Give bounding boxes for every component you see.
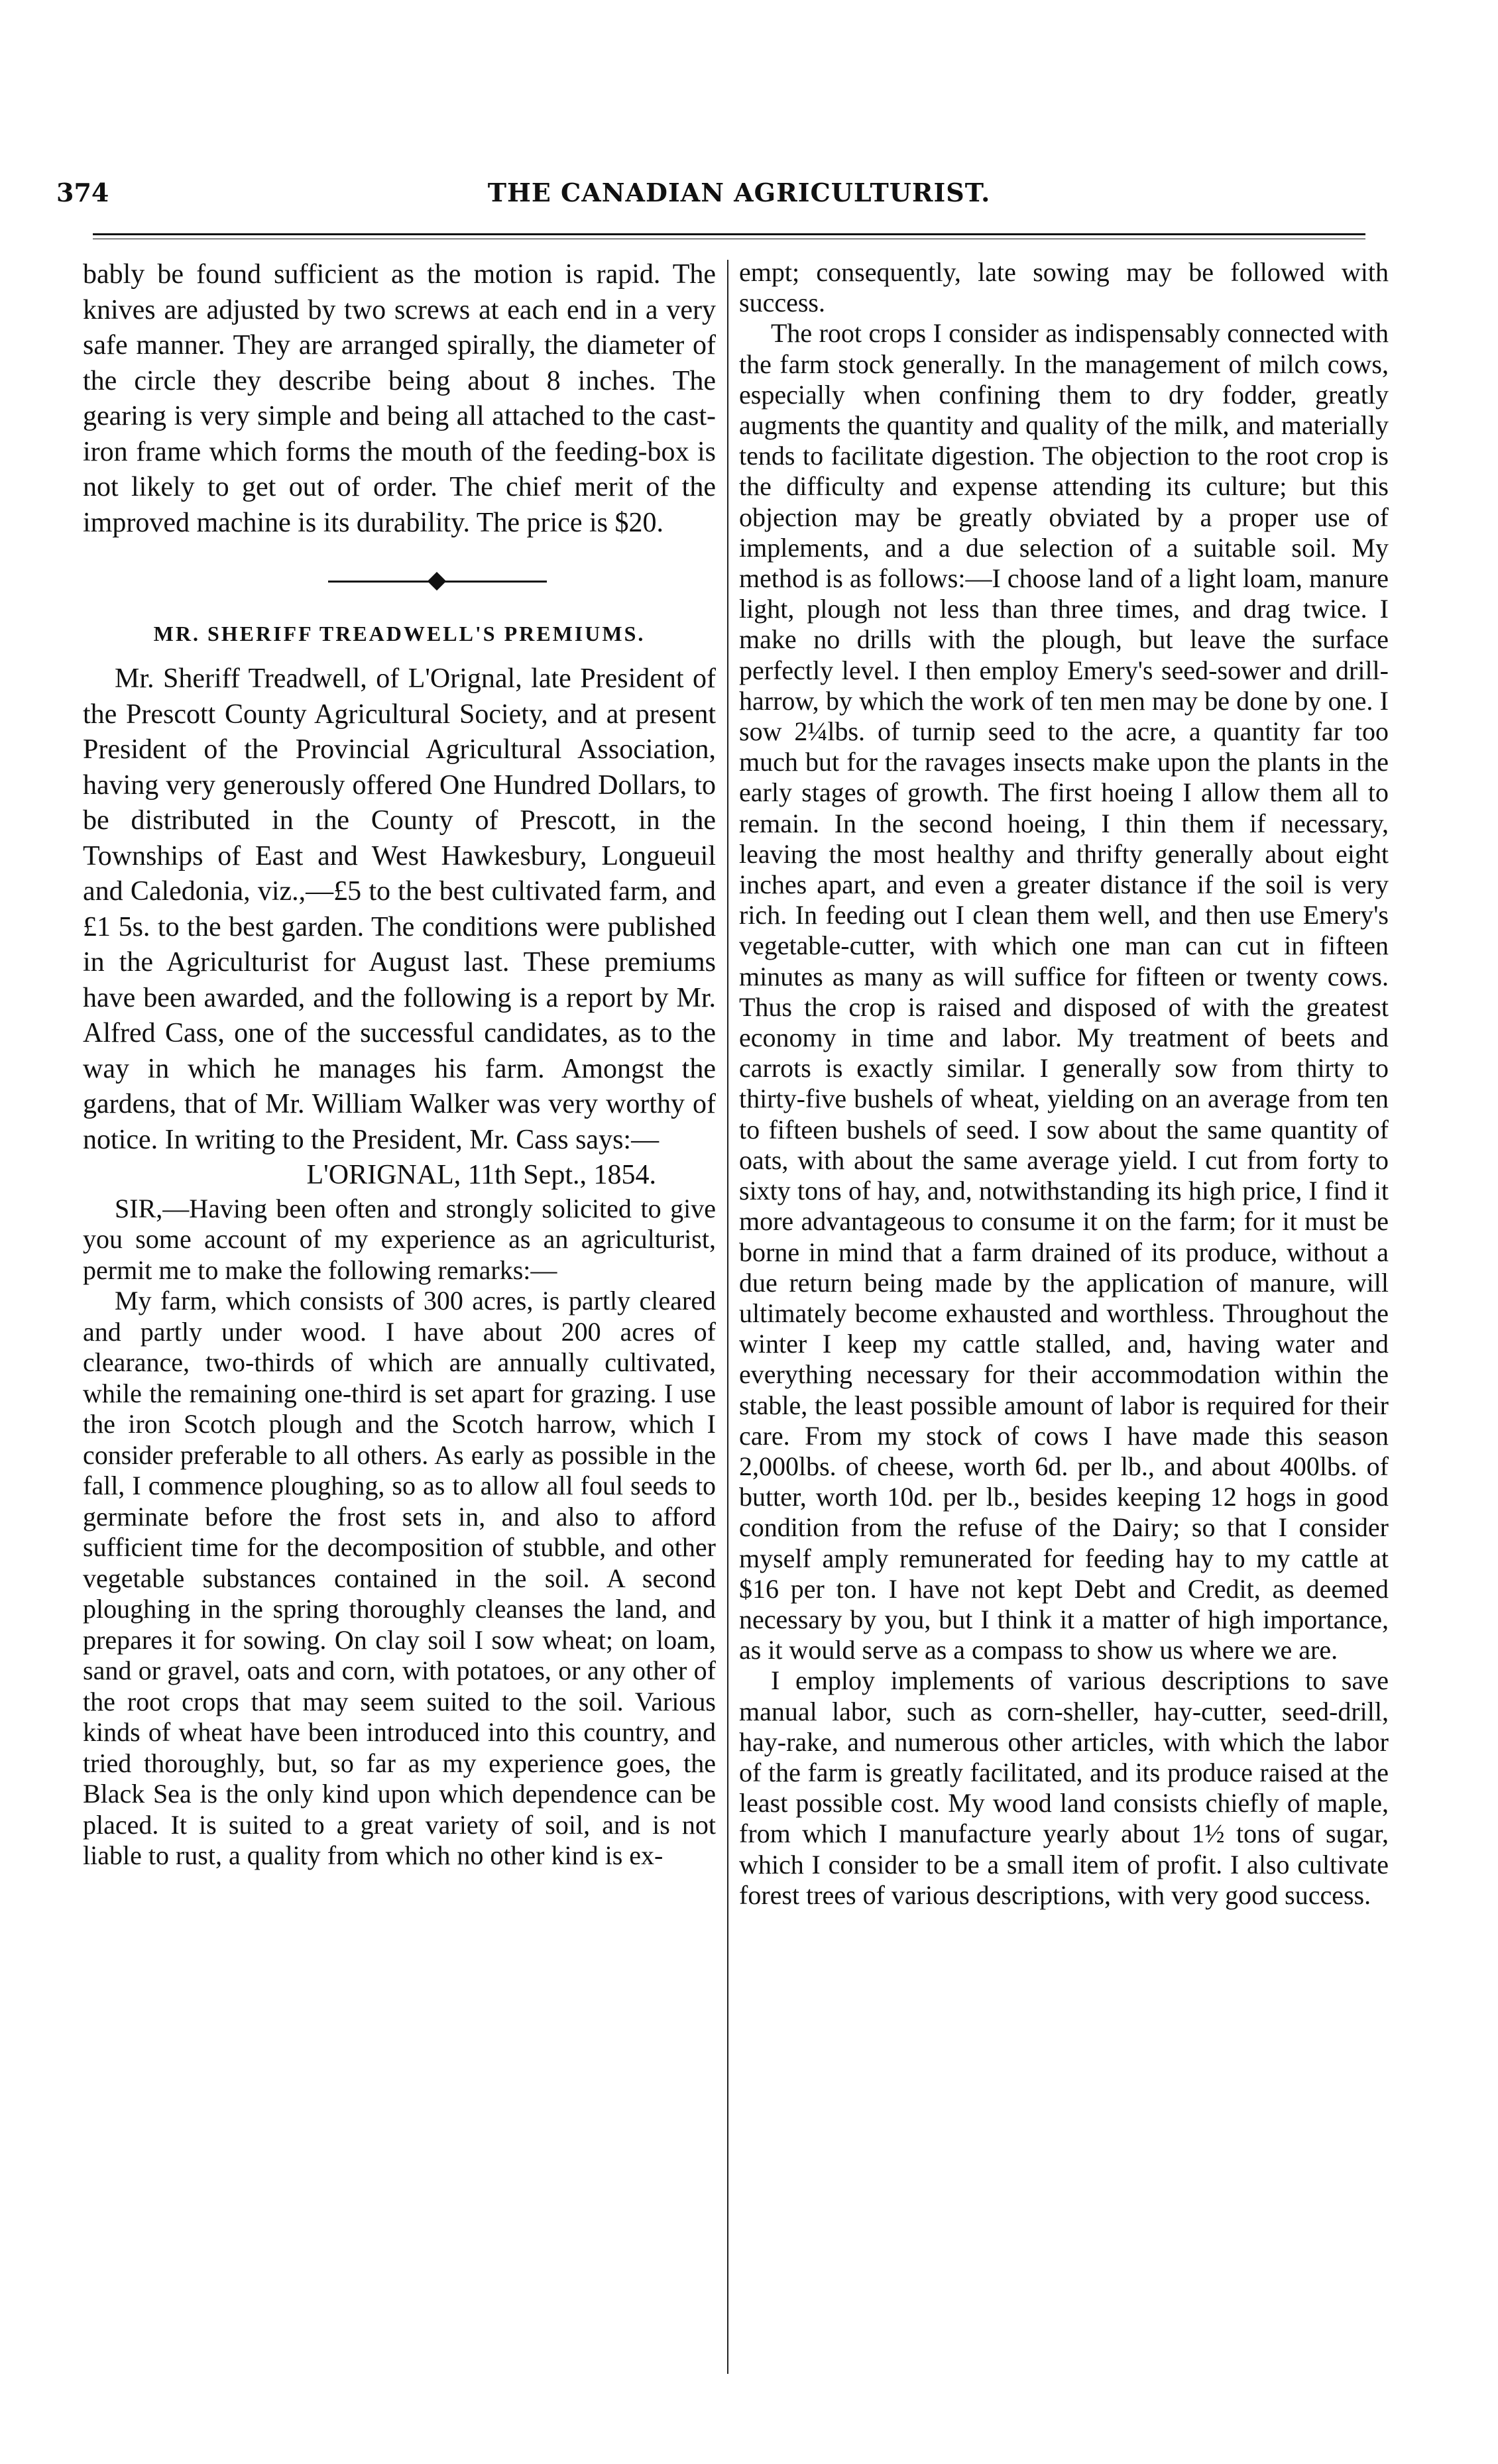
section-heading: MR. SHERIFF TREADWELL'S PREMIUMS. (153, 622, 646, 645)
header-rule (93, 233, 1365, 235)
running-title: THE CANADIAN AGRICULTURIST. (487, 178, 991, 207)
premiums-paragraph: Mr. Sheriff Treadwell, of L'Orignal, late President of the Prescott County Agricultural Society, and at present President of the Provincial Agricultural Association, having very generously offered One Hundred Dollars, to be distributed in the County of Prescott, in the Townships of East and West Hawkesbury, Longueuil and Caledonia, viz.,—£5 to the best cultivated farm, and £1 5s. to the best garden. The conditions were published in the Agriculturist for August last. These premiums have been awarded, and the following is a report by Mr. Alfred Cass, one of the successful candidates, as to the way in which he manages his farm. Amongst the gardens, that of Mr. William Walker was very worthy of notice. In writing to the President, Mr. Cass says:— (83, 663, 716, 1155)
intro-paragraph: bably be found sufficient as the motion is rapid. The knives are adjusted by two screws at each end in a very safe manner. They are arranged spirally, the diameter of the circle they describe being about 8 inches. The gearing is very simple and being all attached to the cast-iron frame which forms the mouth of the feeding-box is not likely to get out of order. The chief merit of the improved machine is its durability. The price is $20. (83, 259, 716, 538)
letter-paragraph-farm: My farm, which consists of 300 acres, is partly cleared and partly under wood. I have about 200 acres of clearance, two-thirds of which are annually cultivated, while the remaining one-third is set apart for grazing. I use the iron Scotch plough and the Scotch harrow, which I consider preferable to all others. As early as possible in the fall, I commence ploughing, so as to allow all foul seeds to germinate before the frost sets in, and also to afford sufficient time for the decomposition of stubble, and other vegetable substances contained in the soil. A second ploughing in the spring thoroughly cleanses the land, and prepares it for sowing. On clay soil I sow wheat; on loam, sand or gravel, oats and corn, with potatoes, or any other of the root crops that may seem suited to the soil. Various kinds of wheat have been introduced into this country, and tried thoroughly, but, so far as my experience goes, the Black Sea is the only kind upon which dependence can be placed. It is suited to a great variety of soil, and is not liable to rust, a quality from which no other kind is ex- (83, 1286, 716, 1870)
left-column (83, 257, 716, 1872)
page-number: 374 (56, 178, 109, 207)
section-ornament (83, 541, 716, 614)
running-header (56, 178, 1422, 217)
root-crops-paragraph: The root crops I consider as indispensably connected with the farm stock generally. In the management of milch cows, especially when confining them to dry fodder, greatly augments the quantity and quality of the milk, and materially tends to facilitate digestion. The objection to the root crop is the difficulty and expense attending its culture; but this objection may be greatly obviated by a proper use of implements, and a due selection of a suitable soil. My method is as follows:—I choose land of a light loam, manure light, plough not less than three times, and drag twice. I make no drills with the plough, but leave the surface perfectly level. I then employ Emery's seed-sower and drill-harrow, by which the work of ten men may be done by one. I sow 2¼lbs. of turnip seed to the acre, a quantity far too much but for the ravages insects make upon the plants in the early stages of growth. The first hoeing I allow them all to remain. In the second hoeing, I thin them if necessary, leaving the most healthy and thrifty generally about eight inches apart, and even a greater distance if the soil is very rich. In feeding out I clean them well, and then use Emery's vegetable-cutter, with which one man can cut in fifteen minutes as many as will suffice for fifteen or twenty cows. Thus the crop is raised and disposed of with the greatest economy in time and labor. My treatment of beets and carrots is exactly similar. I generally sow from thirty to thirty-five bushels of wheat, yielding on an average from ten to fifteen bushels of seed. I sow about the same quantity of oats, with about the same average yield. I cut from forty to sixty tons of hay, and, notwithstanding its high price, I find it more advantageous to consume it on the farm; for it must be borne in mind that a farm drained of its produce, without a due return being made by the application of manure, will ultimately become exhausted and worthless. Throughout the winter I keep my cattle stalled, and, having water and everything necessary for their accommodation within the stable, the least possible amount of labor is required for their care. From my stock of cows I have made this season 2,000lbs. of cheese, worth 6d. per lb., and about 400lbs. of butter, worth 10d. per lb., besides keeping 12 hogs in good condition from the refuse of the Dairy; so that I consider myself amply remunerated for feeding hay to my cattle at $16 per ton. I have not kept Debt and Credit, as deemed necessary by you, but I think it a matter of high importance, as it would serve as a compass to show us where we are. (739, 318, 1389, 1665)
right-column (739, 257, 1389, 1911)
column-divider (727, 260, 728, 2374)
implements-paragraph: I employ implements of various descriptions to save manual labor, such as corn-sheller, hay-cutter, seed-drill, hay-rake, and numerous other articles, with which the labor of the farm is greatly facilitated, and its produce raised at the least possible cost. My wood land consists chiefly of maple, from which I manufacture yearly about 1½ tons of sugar, which I consider to be a small item of profit. I also cultivate forest trees of various descriptions, with very good success. (739, 1665, 1389, 1910)
continuation-paragraph: empt; consequently, late sowing may be followed with success. (739, 257, 1389, 318)
letter-dateline: L'ORIGNAL, 11th Sept., 1854. (306, 1160, 656, 1190)
letter-salutation: SIR,—Having been often and strongly solicited to give you some account of my experience as an agriculturist, permit me to make the following remarks:— (83, 1193, 716, 1285)
